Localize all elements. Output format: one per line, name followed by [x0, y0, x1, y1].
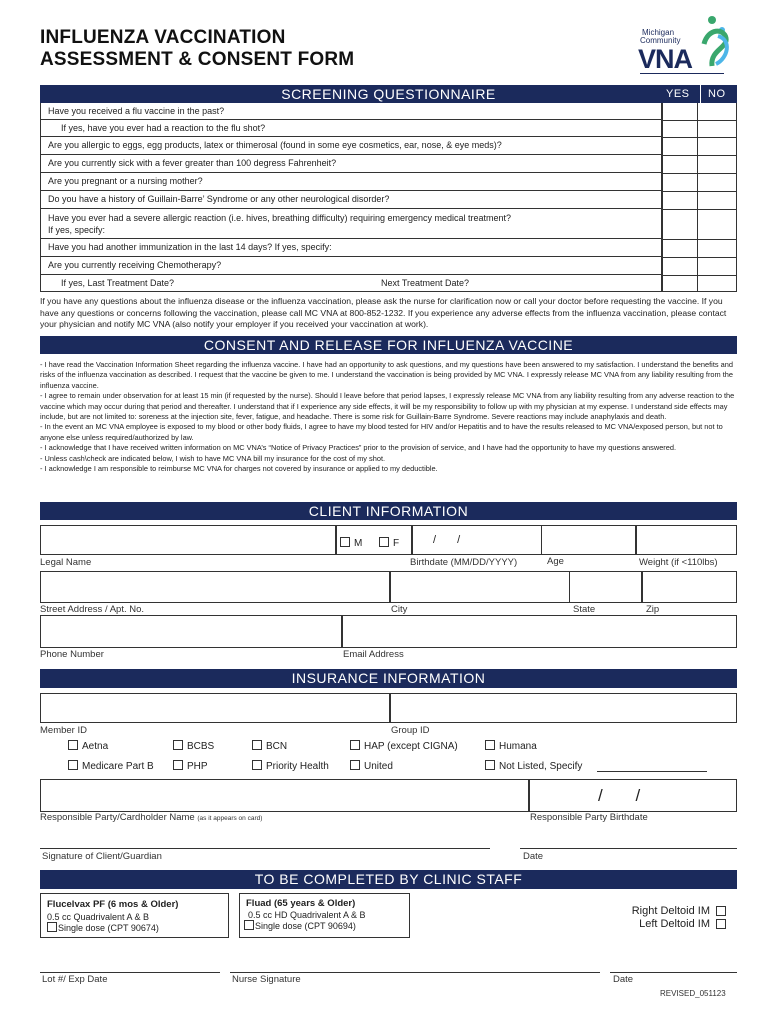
question-row-4 [40, 155, 662, 173]
consent-item: - I have read the Vaccination Information Sheet regarding the influenza vaccine. I have had an opportunity to ask questions, and my questions have been answered to my satisfaction. I understand the benefits and risks of the influenza vaccination as described. I request that the vaccine be given to me. I understand the vaccination is being provided by MC VNA. I expressly release MC VNA from any liability resulting from the influenza vaccine. [40, 360, 734, 390]
person-logo-icon [698, 14, 734, 70]
insurance-option-humana[interactable] [485, 740, 537, 752]
signature-date-label: Date [523, 851, 544, 862]
city-label: City [391, 604, 408, 615]
birthdate-slashes: / / [433, 534, 461, 546]
option-label: Humana [499, 741, 537, 752]
answer-row-divider [662, 257, 737, 258]
weight-input[interactable] [636, 525, 737, 555]
phone-input[interactable] [40, 615, 342, 648]
left-deltoid-label: Left Deltoid IM [639, 918, 710, 930]
phone-label: Phone Number [40, 649, 104, 660]
responsible-birthdate-label: Responsible Party Birthdate [530, 812, 648, 823]
responsible-birthdate-slashes: / / [598, 786, 641, 805]
insurance-option-bcn[interactable] [252, 740, 287, 752]
responsible-birthdate-input[interactable] [529, 779, 737, 812]
question-row-7 [40, 209, 662, 239]
consent-list [40, 360, 744, 474]
question-text: If yes, Last Treatment Date? [61, 278, 175, 288]
logo-underline [640, 73, 724, 74]
humana-checkbox[interactable] [485, 740, 495, 750]
option-label: PHP [187, 761, 208, 772]
fluad-option[interactable] [244, 920, 356, 931]
street-label: Street Address / Apt. No. [40, 604, 145, 615]
member-id-input[interactable] [40, 693, 390, 723]
option-label: BCBS [187, 741, 215, 752]
right-deltoid-checkbox[interactable] [716, 906, 726, 916]
insurance-option-priority-health[interactable] [252, 760, 329, 772]
member-id-label: Member ID [40, 725, 87, 736]
answer-row-divider [662, 209, 737, 210]
option-label: HAP (except CIGNA) [364, 741, 458, 752]
question-row-10 [40, 275, 662, 292]
consent-heading: CONSENT AND RELEASE FOR INFLUENZA VACCINE [203, 337, 574, 353]
no-answer-column[interactable] [698, 103, 737, 292]
not-listed-checkbox[interactable] [485, 760, 495, 770]
option-label: Priority Health [266, 761, 329, 772]
option-label: Medicare Part B [82, 761, 154, 772]
state-input[interactable] [570, 571, 642, 603]
form-title-line2: ASSESSMENT & CONSENT FORM [40, 49, 355, 70]
fluad-title: Fluad (65 years & Older) [246, 898, 356, 909]
revision-code: REVISED_051123 [660, 989, 726, 998]
question-row-8 [40, 239, 662, 257]
male-option[interactable] [340, 537, 362, 549]
clinic-heading: TO BE COMPLETED BY CLINIC STAFF [254, 871, 523, 887]
sex-box [336, 525, 412, 555]
group-id-input[interactable] [390, 693, 737, 723]
state-label: State [573, 604, 596, 615]
question-row-5 [40, 173, 662, 191]
client-header [40, 502, 737, 520]
signature-date-line[interactable] [520, 848, 737, 849]
question-row-6 [40, 191, 662, 209]
no-column-label: NO [708, 88, 726, 100]
city-input[interactable] [390, 571, 570, 603]
zip-label: Zip [646, 604, 660, 615]
left-deltoid-checkbox[interactable] [716, 919, 726, 929]
as-on-card-note: (as it appears on card) [197, 815, 263, 822]
email-label: Email Address [343, 649, 404, 660]
aetna-checkbox[interactable] [68, 740, 78, 750]
answer-row-divider [662, 275, 737, 276]
question-text: Next Treatment Date? [381, 278, 470, 288]
question-text: Are you currently sick with a fever greater than 100 degress Fahrenheit? [48, 158, 337, 168]
zip-input[interactable] [642, 571, 737, 603]
responsible-party-input[interactable] [40, 779, 529, 812]
responsible-party-label [40, 812, 262, 823]
fluad-checkbox[interactable] [244, 920, 254, 930]
client-heading: CLIENT INFORMATION [308, 503, 469, 519]
question-row-2 [40, 120, 662, 137]
clinic-header [40, 870, 737, 889]
logo-text-line2: Community [640, 36, 681, 45]
age-input[interactable] [542, 525, 636, 555]
priority-health-checkbox[interactable] [252, 760, 262, 770]
insurance-option-php[interactable] [173, 760, 208, 772]
php-checkbox[interactable] [173, 760, 183, 770]
email-input[interactable] [342, 615, 737, 648]
option-label: Not Listed, Specify [499, 761, 583, 772]
question-row-1 [40, 103, 662, 120]
birthdate-input[interactable] [412, 525, 542, 555]
male-checkbox[interactable] [340, 537, 350, 547]
flucelvax-box [40, 893, 229, 938]
answer-row-divider [662, 137, 737, 138]
street-input[interactable] [40, 571, 390, 603]
bcbs-checkbox[interactable] [173, 740, 183, 750]
answer-row-divider [662, 173, 737, 174]
answer-row-divider [662, 239, 737, 240]
nurse-signature-line[interactable] [230, 972, 600, 973]
consent-item: - I agree to remain under observation for at least 15 min (if requested by the nurse). Should I leave before that period lapses, I expressly release MC VNA from any liability resulting from any adverse reaction to the vaccine which may occur during that period and thereafter. I understand that if I experience any side effects, it will be my responsibility to follow up with my physician at my expense. I understand side effects may include, but are not limited to: soreness at the injection site, fever, fatigue, and headache. There is some risk for Guillain-Barre Syndrome. Severe reactions may include anaphylaxis and death. [40, 391, 735, 422]
question-text: Have you had another immunization in the last 14 days? If yes, specify: [48, 242, 332, 252]
answer-row-divider [662, 120, 737, 121]
insurance-option-not-listed[interactable] [485, 760, 582, 772]
insurance-option-hap[interactable] [350, 740, 458, 752]
insurance-option-aetna[interactable] [68, 740, 108, 752]
male-label: M [354, 538, 363, 549]
answer-row-divider [662, 155, 737, 156]
right-deltoid-label: Right Deltoid IM [631, 905, 710, 917]
question-text: Are you currently receiving Chemotherapy? [48, 260, 222, 270]
insurance-header [40, 669, 737, 688]
question-text: If yes, have you ever had a reaction to the flu shot? [61, 123, 266, 133]
header-divider [700, 85, 701, 103]
logo-text-line1: Michigan [642, 28, 675, 37]
fluad-dose: 0.5 cc HD Quadrivalent A & B [248, 910, 366, 920]
option-label: Aetna [82, 741, 109, 752]
united-checkbox[interactable] [350, 760, 360, 770]
question-text: Are you pregnant or a nursing mother? [48, 176, 203, 186]
hap-checkbox[interactable] [350, 740, 360, 750]
clinic-date-label: Date [613, 974, 634, 985]
lot-line[interactable] [40, 972, 220, 973]
consent-item: - I acknowledge I am responsible to reimburse MC VNA for charges not covered by insurance or applied to my deductible. [40, 464, 438, 474]
logo-main-text: VNA [638, 44, 693, 74]
female-label: F [393, 538, 400, 549]
insurance-option-bcbs[interactable] [173, 740, 214, 752]
legal-name-label: Legal Name [40, 557, 92, 568]
fluad-box [239, 893, 410, 938]
not-listed-specify-line[interactable] [597, 771, 707, 772]
question-row-9 [40, 257, 662, 275]
age-label: Age [547, 556, 564, 567]
lot-label: Lot #/ Exp Date [42, 974, 108, 985]
group-id-label: Group ID [391, 725, 430, 736]
vna-logo [636, 14, 736, 76]
flucelvax-checkbox[interactable] [47, 922, 57, 932]
yes-column-label: YES [666, 88, 690, 100]
question-text: Are you allergic to eggs, egg products, latex or thimerosal (found in some eye cosmetics, ear, nose, & eye meds)? [48, 140, 502, 150]
fluad-single: Single dose (CPT 90694) [255, 921, 356, 931]
insurance-option-united[interactable] [350, 760, 393, 772]
screening-note: If you have any questions about the influenza disease or the influenza vaccination, please ask the nurse for clarification now or call your doctor before requesting the vaccine. If you have any questions or concerns following the vaccination, please call MC VNA at 800-852-1232. If you experience any adverse effects from the influenza vaccination, please contact your physician and notify MC VNA (also notify your employer if you received your vaccination at work). [40, 296, 727, 329]
flucelvax-single: Single dose (CPT 90674) [58, 923, 159, 933]
consent-item: - Unless cash\check are indicated below, I wish to have MC VNA bill my insurance for the cost of my shot. [40, 453, 386, 463]
clinic-date-line[interactable] [610, 972, 737, 973]
signature-label: Signature of Client/Guardian [42, 851, 162, 862]
medicare-checkbox[interactable] [68, 760, 78, 770]
flucelvax-title: Flucelvax PF (6 mos & Older) [47, 899, 179, 910]
nurse-signature-label: Nurse Signature [232, 974, 301, 985]
option-label: BCN [266, 741, 288, 752]
answer-row-divider [662, 191, 737, 192]
insurance-heading: INSURANCE INFORMATION [291, 670, 486, 686]
option-label: United [364, 761, 393, 772]
birthdate-label: Birthdate (MM/DD/YYYY) [410, 557, 518, 568]
question-row-3 [40, 137, 662, 155]
consent-item: - I acknowledge that I have received written information on MC VNA’s “Notice of Privacy Practices” prior to the provision of service, and I have had the opportunity to have my questions answered. [40, 443, 677, 453]
legal-name-input[interactable] [40, 525, 336, 555]
insurance-option-medicare[interactable] [68, 760, 154, 772]
form-title-line1: INFLUENZA VACCINATION [40, 27, 286, 48]
bcn-checkbox[interactable] [252, 740, 262, 750]
screening-header [40, 85, 737, 103]
consent-header [40, 336, 737, 354]
consent-item: - In the event an MC VNA employee is exposed to my blood or other body fluids, I agree to have my blood tested for HIV and/or Hepatitis and to have the results released to MC VNA/exposed person, but not to anyone else unless required/authorized by law. [40, 422, 723, 442]
female-option[interactable] [379, 537, 399, 549]
flucelvax-option[interactable] [47, 922, 159, 933]
responsible-party-text: Responsible Party/Cardholder Name [40, 812, 195, 823]
screening-heading: SCREENING QUESTIONNAIRE [281, 86, 496, 102]
weight-label: Weight (if <110lbs) [639, 557, 718, 568]
question-text: Have you ever had a severe allergic reaction (i.e. hives, breathing difficulty) requiring emergency medical treatment? [48, 213, 512, 223]
yes-answer-column[interactable] [662, 103, 698, 292]
female-checkbox[interactable] [379, 537, 389, 547]
question-text: Have you received a flu vaccine in the past? [48, 106, 225, 116]
question-specify: If yes, specify: [48, 225, 106, 235]
signature-line[interactable] [40, 848, 490, 849]
flucelvax-dose: 0.5 cc Quadrivalent A & B [47, 912, 150, 922]
question-text: Do you have a history of Guillain-Barre’ Syndrome or any other neurological disorder? [48, 194, 390, 204]
